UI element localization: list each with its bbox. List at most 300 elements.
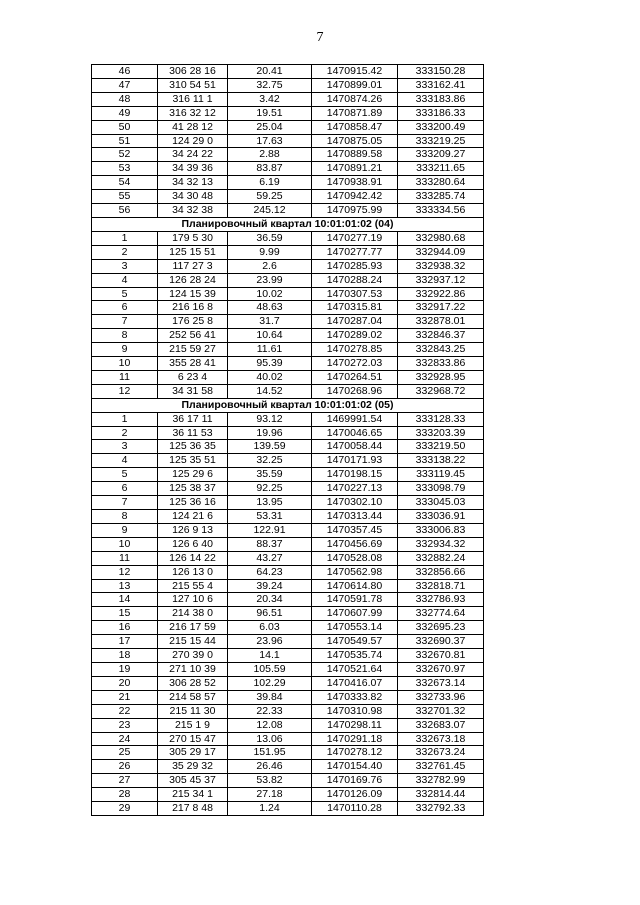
point-number-cell: 4 <box>92 454 158 468</box>
length-cell: 88.37 <box>228 537 312 551</box>
length-cell: 2.88 <box>228 148 312 162</box>
x-coordinate-cell: 1470278.85 <box>312 343 398 357</box>
direction-angle-cell: 124 21 6 <box>158 510 228 524</box>
section-header-row <box>92 217 484 231</box>
length-cell: 17.63 <box>228 134 312 148</box>
direction-angle-cell: 34 30 48 <box>158 190 228 204</box>
length-cell: 26.46 <box>228 760 312 774</box>
table-row <box>92 301 484 315</box>
x-coordinate-cell: 1470307.53 <box>312 287 398 301</box>
point-number-cell: 26 <box>92 760 158 774</box>
length-cell: 10.64 <box>228 329 312 343</box>
y-coordinate-cell: 332856.66 <box>398 565 484 579</box>
x-coordinate-cell: 1470942.42 <box>312 190 398 204</box>
x-coordinate-cell: 1470549.57 <box>312 635 398 649</box>
table-row <box>92 774 484 788</box>
direction-angle-cell: 126 13 0 <box>158 565 228 579</box>
point-number-cell: 20 <box>92 676 158 690</box>
length-cell: 36.59 <box>228 231 312 245</box>
point-number-cell: 50 <box>92 120 158 134</box>
y-coordinate-cell: 332673.18 <box>398 732 484 746</box>
point-number-cell: 29 <box>92 802 158 816</box>
point-number-cell: 6 <box>92 301 158 315</box>
y-coordinate-cell: 333162.41 <box>398 78 484 92</box>
table-row <box>92 802 484 816</box>
table-row <box>92 760 484 774</box>
table-row <box>92 510 484 524</box>
table-row <box>92 746 484 760</box>
y-coordinate-cell: 332683.07 <box>398 718 484 732</box>
length-cell: 53.82 <box>228 774 312 788</box>
x-coordinate-cell: 1470198.15 <box>312 468 398 482</box>
direction-angle-cell: 306 28 16 <box>158 65 228 79</box>
point-number-cell: 5 <box>92 287 158 301</box>
y-coordinate-cell: 332937.12 <box>398 273 484 287</box>
length-cell: 139.59 <box>228 440 312 454</box>
table-row <box>92 273 484 287</box>
x-coordinate-cell: 1470289.02 <box>312 329 398 343</box>
y-coordinate-cell: 333119.45 <box>398 468 484 482</box>
direction-angle-cell: 252 56 41 <box>158 329 228 343</box>
y-coordinate-cell: 333036.91 <box>398 510 484 524</box>
x-coordinate-cell: 1470310.98 <box>312 704 398 718</box>
length-cell: 40.02 <box>228 370 312 384</box>
x-coordinate-cell: 1470874.26 <box>312 92 398 106</box>
y-coordinate-cell: 333138.22 <box>398 454 484 468</box>
y-coordinate-cell: 333334.56 <box>398 204 484 218</box>
x-coordinate-cell: 1470456.69 <box>312 537 398 551</box>
length-cell: 96.51 <box>228 607 312 621</box>
length-cell: 20.41 <box>228 65 312 79</box>
x-coordinate-cell: 1470046.65 <box>312 426 398 440</box>
direction-angle-cell: 125 36 16 <box>158 496 228 510</box>
y-coordinate-cell: 332922.86 <box>398 287 484 301</box>
y-coordinate-cell: 332792.33 <box>398 802 484 816</box>
direction-angle-cell: 124 15 39 <box>158 287 228 301</box>
y-coordinate-cell: 333285.74 <box>398 190 484 204</box>
x-coordinate-cell: 1470058.44 <box>312 440 398 454</box>
y-coordinate-cell: 333219.50 <box>398 440 484 454</box>
x-coordinate-cell: 1470268.96 <box>312 384 398 398</box>
y-coordinate-cell: 333209.27 <box>398 148 484 162</box>
table-row <box>92 92 484 106</box>
x-coordinate-cell: 1469991.54 <box>312 412 398 426</box>
point-number-cell: 7 <box>92 496 158 510</box>
x-coordinate-cell: 1470154.40 <box>312 760 398 774</box>
direction-angle-cell: 214 58 57 <box>158 690 228 704</box>
x-coordinate-cell: 1470975.99 <box>312 204 398 218</box>
table-row <box>92 649 484 663</box>
x-coordinate-cell: 1470287.04 <box>312 315 398 329</box>
x-coordinate-cell: 1470288.24 <box>312 273 398 287</box>
y-coordinate-cell: 332917.22 <box>398 301 484 315</box>
table-row <box>92 106 484 120</box>
direction-angle-cell: 34 39 36 <box>158 162 228 176</box>
point-number-cell: 48 <box>92 92 158 106</box>
length-cell: 25.04 <box>228 120 312 134</box>
x-coordinate-cell: 1470891.21 <box>312 162 398 176</box>
length-cell: 102.29 <box>228 676 312 690</box>
y-coordinate-cell: 332878.01 <box>398 315 484 329</box>
point-number-cell: 46 <box>92 65 158 79</box>
length-cell: 151.95 <box>228 746 312 760</box>
length-cell: 19.51 <box>228 106 312 120</box>
point-number-cell: 55 <box>92 190 158 204</box>
x-coordinate-cell: 1470277.19 <box>312 231 398 245</box>
x-coordinate-cell: 1470553.14 <box>312 621 398 635</box>
y-coordinate-cell: 332673.14 <box>398 676 484 690</box>
point-number-cell: 8 <box>92 510 158 524</box>
length-cell: 13.06 <box>228 732 312 746</box>
length-cell: 31.7 <box>228 315 312 329</box>
table-row <box>92 148 484 162</box>
point-number-cell: 19 <box>92 662 158 676</box>
direction-angle-cell: 125 36 35 <box>158 440 228 454</box>
table-row <box>92 343 484 357</box>
point-number-cell: 4 <box>92 273 158 287</box>
y-coordinate-cell: 332670.81 <box>398 649 484 663</box>
y-coordinate-cell: 332695.23 <box>398 621 484 635</box>
table-row <box>92 120 484 134</box>
table-row <box>92 440 484 454</box>
y-coordinate-cell: 333045.03 <box>398 496 484 510</box>
table-row <box>92 357 484 371</box>
x-coordinate-cell: 1470875.05 <box>312 134 398 148</box>
direction-angle-cell: 217 8 48 <box>158 802 228 816</box>
point-number-cell: 11 <box>92 370 158 384</box>
direction-angle-cell: 305 29 17 <box>158 746 228 760</box>
x-coordinate-cell: 1470915.42 <box>312 65 398 79</box>
table-row <box>92 315 484 329</box>
page-number: 7 <box>316 30 324 45</box>
y-coordinate-cell: 332968.72 <box>398 384 484 398</box>
table-row <box>92 468 484 482</box>
length-cell: 105.59 <box>228 662 312 676</box>
point-number-cell: 23 <box>92 718 158 732</box>
length-cell: 43.27 <box>228 551 312 565</box>
direction-angle-cell: 215 15 44 <box>158 635 228 649</box>
point-number-cell: 22 <box>92 704 158 718</box>
y-coordinate-cell: 333280.64 <box>398 176 484 190</box>
x-coordinate-cell: 1470528.08 <box>312 551 398 565</box>
direction-angle-cell: 310 54 51 <box>158 78 228 92</box>
direction-angle-cell: 215 11 30 <box>158 704 228 718</box>
direction-angle-cell: 355 28 41 <box>158 357 228 371</box>
length-cell: 39.84 <box>228 690 312 704</box>
direction-angle-cell: 126 9 13 <box>158 523 228 537</box>
y-coordinate-cell: 332846.37 <box>398 329 484 343</box>
point-number-cell: 51 <box>92 134 158 148</box>
point-number-cell: 21 <box>92 690 158 704</box>
direction-angle-cell: 36 17 11 <box>158 412 228 426</box>
direction-angle-cell: 34 31 58 <box>158 384 228 398</box>
length-cell: 122.91 <box>228 523 312 537</box>
x-coordinate-cell: 1470313.44 <box>312 510 398 524</box>
y-coordinate-cell: 332833.86 <box>398 357 484 371</box>
y-coordinate-cell: 333098.79 <box>398 482 484 496</box>
y-coordinate-cell: 332928.95 <box>398 370 484 384</box>
direction-angle-cell: 34 32 13 <box>158 176 228 190</box>
y-coordinate-cell: 332673.24 <box>398 746 484 760</box>
table-row <box>92 162 484 176</box>
length-cell: 48.63 <box>228 301 312 315</box>
direction-angle-cell: 271 10 39 <box>158 662 228 676</box>
point-number-cell: 5 <box>92 468 158 482</box>
direction-angle-cell: 6 23 4 <box>158 370 228 384</box>
direction-angle-cell: 316 32 12 <box>158 106 228 120</box>
direction-angle-cell: 215 55 4 <box>158 579 228 593</box>
y-coordinate-cell: 333203.39 <box>398 426 484 440</box>
y-coordinate-cell: 333211.65 <box>398 162 484 176</box>
point-number-cell: 7 <box>92 315 158 329</box>
table-row <box>92 551 484 565</box>
y-coordinate-cell: 333200.49 <box>398 120 484 134</box>
length-cell: 11.61 <box>228 343 312 357</box>
table-row <box>92 732 484 746</box>
y-coordinate-cell: 332774.64 <box>398 607 484 621</box>
point-number-cell: 15 <box>92 607 158 621</box>
point-number-cell: 6 <box>92 482 158 496</box>
table-row <box>92 788 484 802</box>
point-number-cell: 10 <box>92 357 158 371</box>
length-cell: 92.25 <box>228 482 312 496</box>
direction-angle-cell: 126 6 40 <box>158 537 228 551</box>
point-number-cell: 47 <box>92 78 158 92</box>
x-coordinate-cell: 1470357.45 <box>312 523 398 537</box>
length-cell: 39.24 <box>228 579 312 593</box>
point-number-cell: 12 <box>92 384 158 398</box>
point-number-cell: 9 <box>92 343 158 357</box>
direction-angle-cell: 126 28 24 <box>158 273 228 287</box>
y-coordinate-cell: 332814.44 <box>398 788 484 802</box>
x-coordinate-cell: 1470227.13 <box>312 482 398 496</box>
point-number-cell: 2 <box>92 245 158 259</box>
table-row <box>92 676 484 690</box>
y-coordinate-cell: 332938.32 <box>398 259 484 273</box>
length-cell: 19.96 <box>228 426 312 440</box>
y-coordinate-cell: 333186.33 <box>398 106 484 120</box>
direction-angle-cell: 34 24 22 <box>158 148 228 162</box>
y-coordinate-cell: 332882.24 <box>398 551 484 565</box>
x-coordinate-cell: 1470858.47 <box>312 120 398 134</box>
table-row <box>92 190 484 204</box>
direction-angle-cell: 316 11 1 <box>158 92 228 106</box>
y-coordinate-cell: 333006.83 <box>398 523 484 537</box>
x-coordinate-cell: 1470110.28 <box>312 802 398 816</box>
direction-angle-cell: 117 27 3 <box>158 259 228 273</box>
x-coordinate-cell: 1470126.09 <box>312 788 398 802</box>
y-coordinate-cell: 333150.28 <box>398 65 484 79</box>
table-row <box>92 704 484 718</box>
length-cell: 245.12 <box>228 204 312 218</box>
length-cell: 27.18 <box>228 788 312 802</box>
y-coordinate-cell: 332690.37 <box>398 635 484 649</box>
x-coordinate-cell: 1470871.89 <box>312 106 398 120</box>
x-coordinate-cell: 1470889.58 <box>312 148 398 162</box>
y-coordinate-cell: 332761.45 <box>398 760 484 774</box>
point-number-cell: 24 <box>92 732 158 746</box>
length-cell: 3.42 <box>228 92 312 106</box>
x-coordinate-cell: 1470169.76 <box>312 774 398 788</box>
direction-angle-cell: 34 32 38 <box>158 204 228 218</box>
length-cell: 23.96 <box>228 635 312 649</box>
table-row <box>92 537 484 551</box>
y-coordinate-cell: 332843.25 <box>398 343 484 357</box>
length-cell: 32.75 <box>228 78 312 92</box>
table-row <box>92 565 484 579</box>
point-number-cell: 27 <box>92 774 158 788</box>
point-number-cell: 10 <box>92 537 158 551</box>
table-row <box>92 287 484 301</box>
point-number-cell: 3 <box>92 440 158 454</box>
x-coordinate-cell: 1470333.82 <box>312 690 398 704</box>
length-cell: 20.34 <box>228 593 312 607</box>
table-row <box>92 454 484 468</box>
length-cell: 95.39 <box>228 357 312 371</box>
y-coordinate-cell: 332782.99 <box>398 774 484 788</box>
direction-angle-cell: 216 16 8 <box>158 301 228 315</box>
x-coordinate-cell: 1470171.93 <box>312 454 398 468</box>
y-coordinate-cell: 332934.32 <box>398 537 484 551</box>
point-number-cell: 49 <box>92 106 158 120</box>
x-coordinate-cell: 1470298.11 <box>312 718 398 732</box>
y-coordinate-cell: 332818.71 <box>398 579 484 593</box>
coordinates-table <box>91 64 484 816</box>
table-row <box>92 384 484 398</box>
length-cell: 14.1 <box>228 649 312 663</box>
length-cell: 10.02 <box>228 287 312 301</box>
x-coordinate-cell: 1470535.74 <box>312 649 398 663</box>
point-number-cell: 2 <box>92 426 158 440</box>
point-number-cell: 25 <box>92 746 158 760</box>
length-cell: 22.33 <box>228 704 312 718</box>
x-coordinate-cell: 1470562.98 <box>312 565 398 579</box>
direction-angle-cell: 127 10 6 <box>158 593 228 607</box>
x-coordinate-cell: 1470302.10 <box>312 496 398 510</box>
x-coordinate-cell: 1470264.51 <box>312 370 398 384</box>
point-number-cell: 1 <box>92 412 158 426</box>
direction-angle-cell: 306 28 52 <box>158 676 228 690</box>
table-row <box>92 426 484 440</box>
table-row <box>92 65 484 79</box>
table-row <box>92 621 484 635</box>
x-coordinate-cell: 1470416.07 <box>312 676 398 690</box>
direction-angle-cell: 215 1 9 <box>158 718 228 732</box>
point-number-cell: 14 <box>92 593 158 607</box>
point-number-cell: 16 <box>92 621 158 635</box>
table-row <box>92 662 484 676</box>
direction-angle-cell: 125 15 51 <box>158 245 228 259</box>
length-cell: 13.95 <box>228 496 312 510</box>
y-coordinate-cell: 333183.86 <box>398 92 484 106</box>
point-number-cell: 54 <box>92 176 158 190</box>
direction-angle-cell: 125 35 51 <box>158 454 228 468</box>
length-cell: 1.24 <box>228 802 312 816</box>
point-number-cell: 28 <box>92 788 158 802</box>
x-coordinate-cell: 1470277.77 <box>312 245 398 259</box>
length-cell: 9.99 <box>228 245 312 259</box>
y-coordinate-cell: 333219.25 <box>398 134 484 148</box>
direction-angle-cell: 270 15 47 <box>158 732 228 746</box>
x-coordinate-cell: 1470278.12 <box>312 746 398 760</box>
length-cell: 12.08 <box>228 718 312 732</box>
x-coordinate-cell: 1470607.99 <box>312 607 398 621</box>
table-row <box>92 496 484 510</box>
table-row <box>92 412 484 426</box>
table-row <box>92 370 484 384</box>
table-row <box>92 579 484 593</box>
x-coordinate-cell: 1470899.01 <box>312 78 398 92</box>
direction-angle-cell: 41 28 12 <box>158 120 228 134</box>
point-number-cell: 18 <box>92 649 158 663</box>
coordinates-table-body <box>92 65 484 816</box>
length-cell: 6.19 <box>228 176 312 190</box>
point-number-cell: 13 <box>92 579 158 593</box>
direction-angle-cell: 305 45 37 <box>158 774 228 788</box>
table-row <box>92 593 484 607</box>
x-coordinate-cell: 1470272.03 <box>312 357 398 371</box>
table-row <box>92 231 484 245</box>
direction-angle-cell: 216 17 59 <box>158 621 228 635</box>
length-cell: 2.6 <box>228 259 312 273</box>
table-row <box>92 482 484 496</box>
direction-angle-cell: 124 29 0 <box>158 134 228 148</box>
table-row <box>92 607 484 621</box>
section-title: Планировочный квартал 10:01:01:02 (04) <box>92 217 484 231</box>
table-row <box>92 523 484 537</box>
x-coordinate-cell: 1470938.91 <box>312 176 398 190</box>
x-coordinate-cell: 1470521.64 <box>312 662 398 676</box>
table-row <box>92 635 484 649</box>
table-row <box>92 204 484 218</box>
x-coordinate-cell: 1470614.80 <box>312 579 398 593</box>
y-coordinate-cell: 332786.93 <box>398 593 484 607</box>
x-coordinate-cell: 1470591.78 <box>312 593 398 607</box>
point-number-cell: 3 <box>92 259 158 273</box>
length-cell: 35.59 <box>228 468 312 482</box>
y-coordinate-cell: 332701.32 <box>398 704 484 718</box>
length-cell: 32.25 <box>228 454 312 468</box>
length-cell: 6.03 <box>228 621 312 635</box>
direction-angle-cell: 176 25 8 <box>158 315 228 329</box>
length-cell: 53.31 <box>228 510 312 524</box>
table-row <box>92 134 484 148</box>
length-cell: 64.23 <box>228 565 312 579</box>
table-row <box>92 329 484 343</box>
table-row <box>92 259 484 273</box>
x-coordinate-cell: 1470291.18 <box>312 732 398 746</box>
point-number-cell: 52 <box>92 148 158 162</box>
y-coordinate-cell: 333128.33 <box>398 412 484 426</box>
length-cell: 83.87 <box>228 162 312 176</box>
y-coordinate-cell: 332670.97 <box>398 662 484 676</box>
table-row <box>92 78 484 92</box>
section-header-row <box>92 398 484 412</box>
point-number-cell: 56 <box>92 204 158 218</box>
direction-angle-cell: 36 11 53 <box>158 426 228 440</box>
direction-angle-cell: 125 38 37 <box>158 482 228 496</box>
y-coordinate-cell: 332980.68 <box>398 231 484 245</box>
section-title: Планировочный квартал 10:01:01:02 (05) <box>92 398 484 412</box>
direction-angle-cell: 214 38 0 <box>158 607 228 621</box>
length-cell: 93.12 <box>228 412 312 426</box>
table-row <box>92 718 484 732</box>
direction-angle-cell: 179 5 30 <box>158 231 228 245</box>
x-coordinate-cell: 1470285.93 <box>312 259 398 273</box>
point-number-cell: 1 <box>92 231 158 245</box>
point-number-cell: 17 <box>92 635 158 649</box>
table-row <box>92 245 484 259</box>
